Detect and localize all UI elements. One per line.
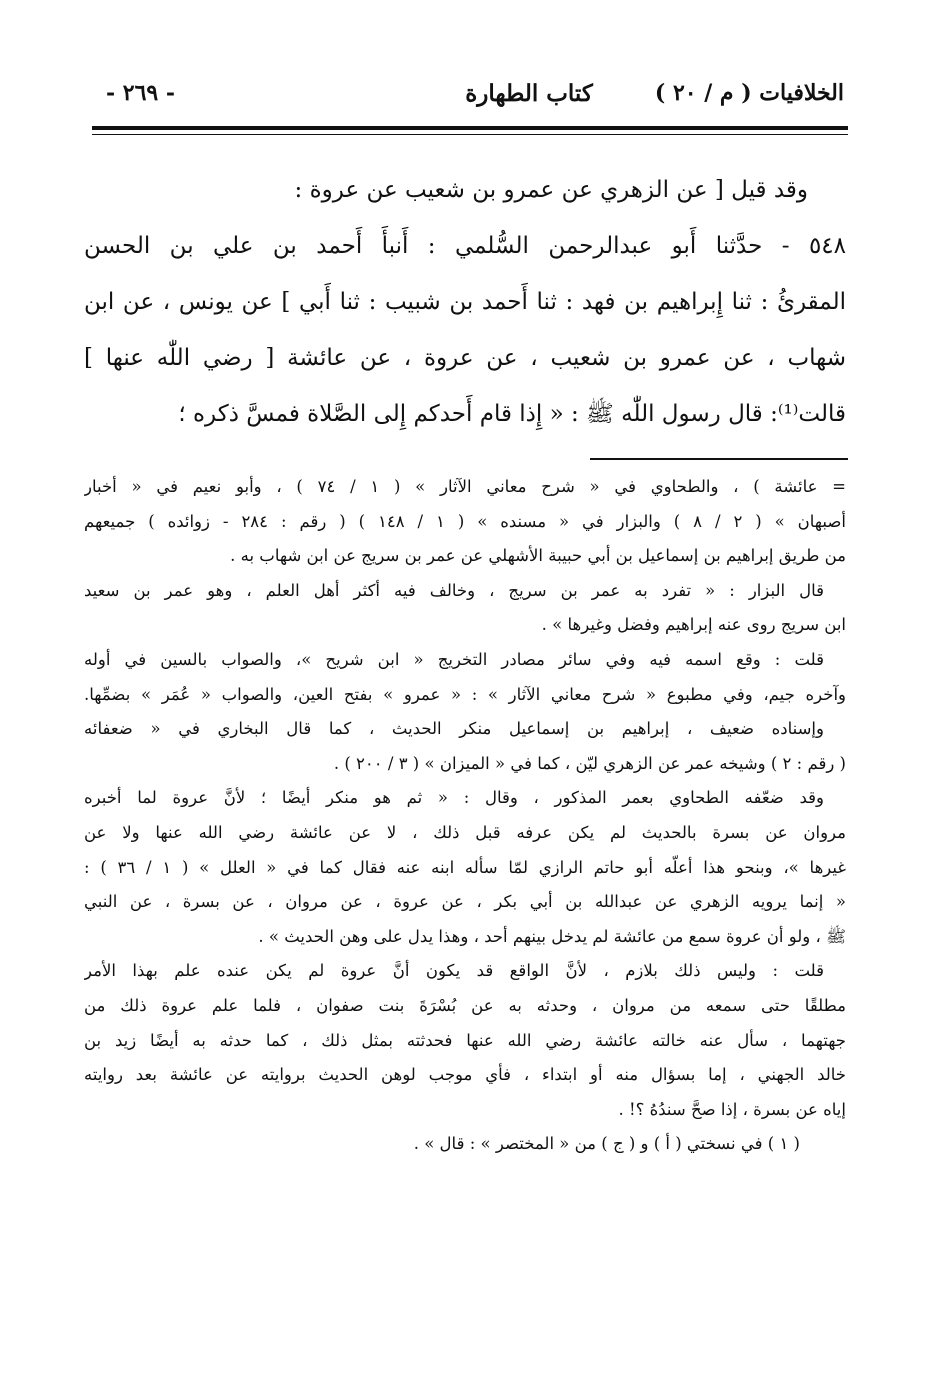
footnote-line: وقد ضعّفه الطحاوي بعمر المذكور ، وقال : « ثم هو منكر أيضًا ؛ لأنَّ عروة لما أخبره — [84, 788, 824, 808]
footnote-line: إياه عن بسرة ، إذا صحَّ سندُهُ ؟! . — [618, 1099, 846, 1119]
footnote-line: غيرها »، وبنحو هذا أعلّه أبو حاتم الرازي لمّا سأله ابنه عنه فقال كما في « العلل » ( ١ / ٣٦ ) : — [84, 857, 846, 877]
main-line: شهاب ، عن عمرو بن شعيب ، عن عروة ، عن عائشة [ رضي اللّٰه عنها ] — [84, 345, 846, 371]
main-line: قالت⁽¹⁾: قال رسول اللّٰه ﷺ : « إِذا قام أَحدكم إِلى الصَّلاة فمسَّ ذكره ؛ — [178, 401, 846, 427]
main-text — [84, 162, 846, 442]
header-rule-thin — [92, 134, 848, 135]
footnote-line: أصبهان » ( ٢ / ٨ ) والبزار في « مسنده » ( ١ / ١٤٨ ) ( رقم : ٢٨٤ - زوائده ) جميعهم — [84, 511, 846, 531]
main-line: ٥٤٨ - حدَّثنا أَبو عبدالرحمن السُّلمي : أَنبأَ أَحمد بن علي بن الحسن — [84, 233, 846, 259]
footnote-line: = عائشة ) ، والطحاوي في « شرح معاني الآثار » ( ١ / ٧٤ ) ، وأبو نعيم في « أخبار — [84, 477, 846, 496]
footnote-line: من طريق إبراهيم بن إسماعيل بن أبي حبيبة الأشهلي عن عمر بن سريج عن ابن شهاب به . — [230, 546, 846, 566]
footnote-line: مطلقًا حتى سمعه من مروان ، وحدثه به عن بُسْرَةَ بنت صفوان ، فلما علم عروة ذلك من — [84, 995, 846, 1015]
footnote-line: ﷺ ، ولو أن عروة سمع من عائشة لم يدخل بينهم أحد ، وهذا يدل على وهن الحديث » . — [258, 926, 846, 946]
page-header — [84, 72, 844, 128]
footnote-line: قال البزار : « تفرد به عمر بن سريج ، وخالف فيه أكثر أهل العلم ، وهو عمر بن سعيد — [84, 580, 824, 600]
page-number: - ٢٦٩ - — [106, 80, 176, 106]
footnote-line: وإسناده ضعيف ، إبراهيم بن إسماعيل منكر الحديث ، كما قال البخاري في « ضعفائه — [84, 719, 824, 739]
footnote-line: مروان عن بسرة بالحديث لم يكن عرفه قبل ذلك ، لا عن عائشة رضي الله عنها ولا عن — [84, 822, 846, 842]
main-line: المقرئُ : ثنا إِبراهيم بن فهد : ثنا أَحمد بن شبيب : ثنا أَبي ] عن يونس ، عن ابن — [84, 289, 846, 315]
running-head-volume: الخلافيات ( م / ٢٠ ) — [654, 80, 844, 106]
header-rule-thick — [92, 126, 848, 130]
footnote-line: جهتهما ، سأل عنه خالته عائشة رضي الله عنها فحدثته بمثل ذلك ، كما حدثه به أيضًا زيد بن — [84, 1030, 846, 1050]
footnote-line: ابن سريج روى عنه إبراهيم وفضل وغيرها » . — [541, 615, 846, 635]
footnote-line: قلت : وقع اسمه فيه وفي سائر مصادر التخريج « ابن شريح »، والصواب بالسين في أوله — [84, 649, 824, 669]
footnote-line: وآخره جيم، وفي مطبوع « شرح معاني الآثار » : « عمرو » بفتح العين، والصواب « عُمَر » بضمِّها. — [84, 684, 846, 704]
footnote-line: قلت : وليس ذلك بلازم ، لأنَّ الواقع قد يكون أنَّ عروة لم يكن عنده علم بهذا الأمر — [84, 961, 824, 981]
main-line: وقد قيل [ عن الزهري عن عمرو بن شعيب عن عروة : — [294, 177, 808, 203]
footnote-line: « إنما يرويه الزهري عن عبدالله بن أبي بكر ، عن عروة ، عن مروان ، عن بسرة ، عن النبي — [84, 892, 846, 912]
footnote-separator — [590, 458, 848, 460]
footnote-line: خالد الجهني ، إما بسؤال منه أو ابتداء ، فأي موجب لوهن الحديث بروايته عن عائشة بعد روايته — [84, 1065, 846, 1085]
footnote-line: ( ١ ) في نسختي ( أ ) و ( ج ) من « المختصر » : قال » . — [413, 1134, 800, 1154]
footnotes — [84, 470, 846, 1162]
running-head-chapter: كتاب الطهارة — [465, 80, 593, 107]
footnote-line: ( رقم : ٢ ) وشيخه عمر عن الزهري ليّن ، كما في « الميزان » ( ٣ / ٢٠٠ ) . — [333, 753, 846, 773]
